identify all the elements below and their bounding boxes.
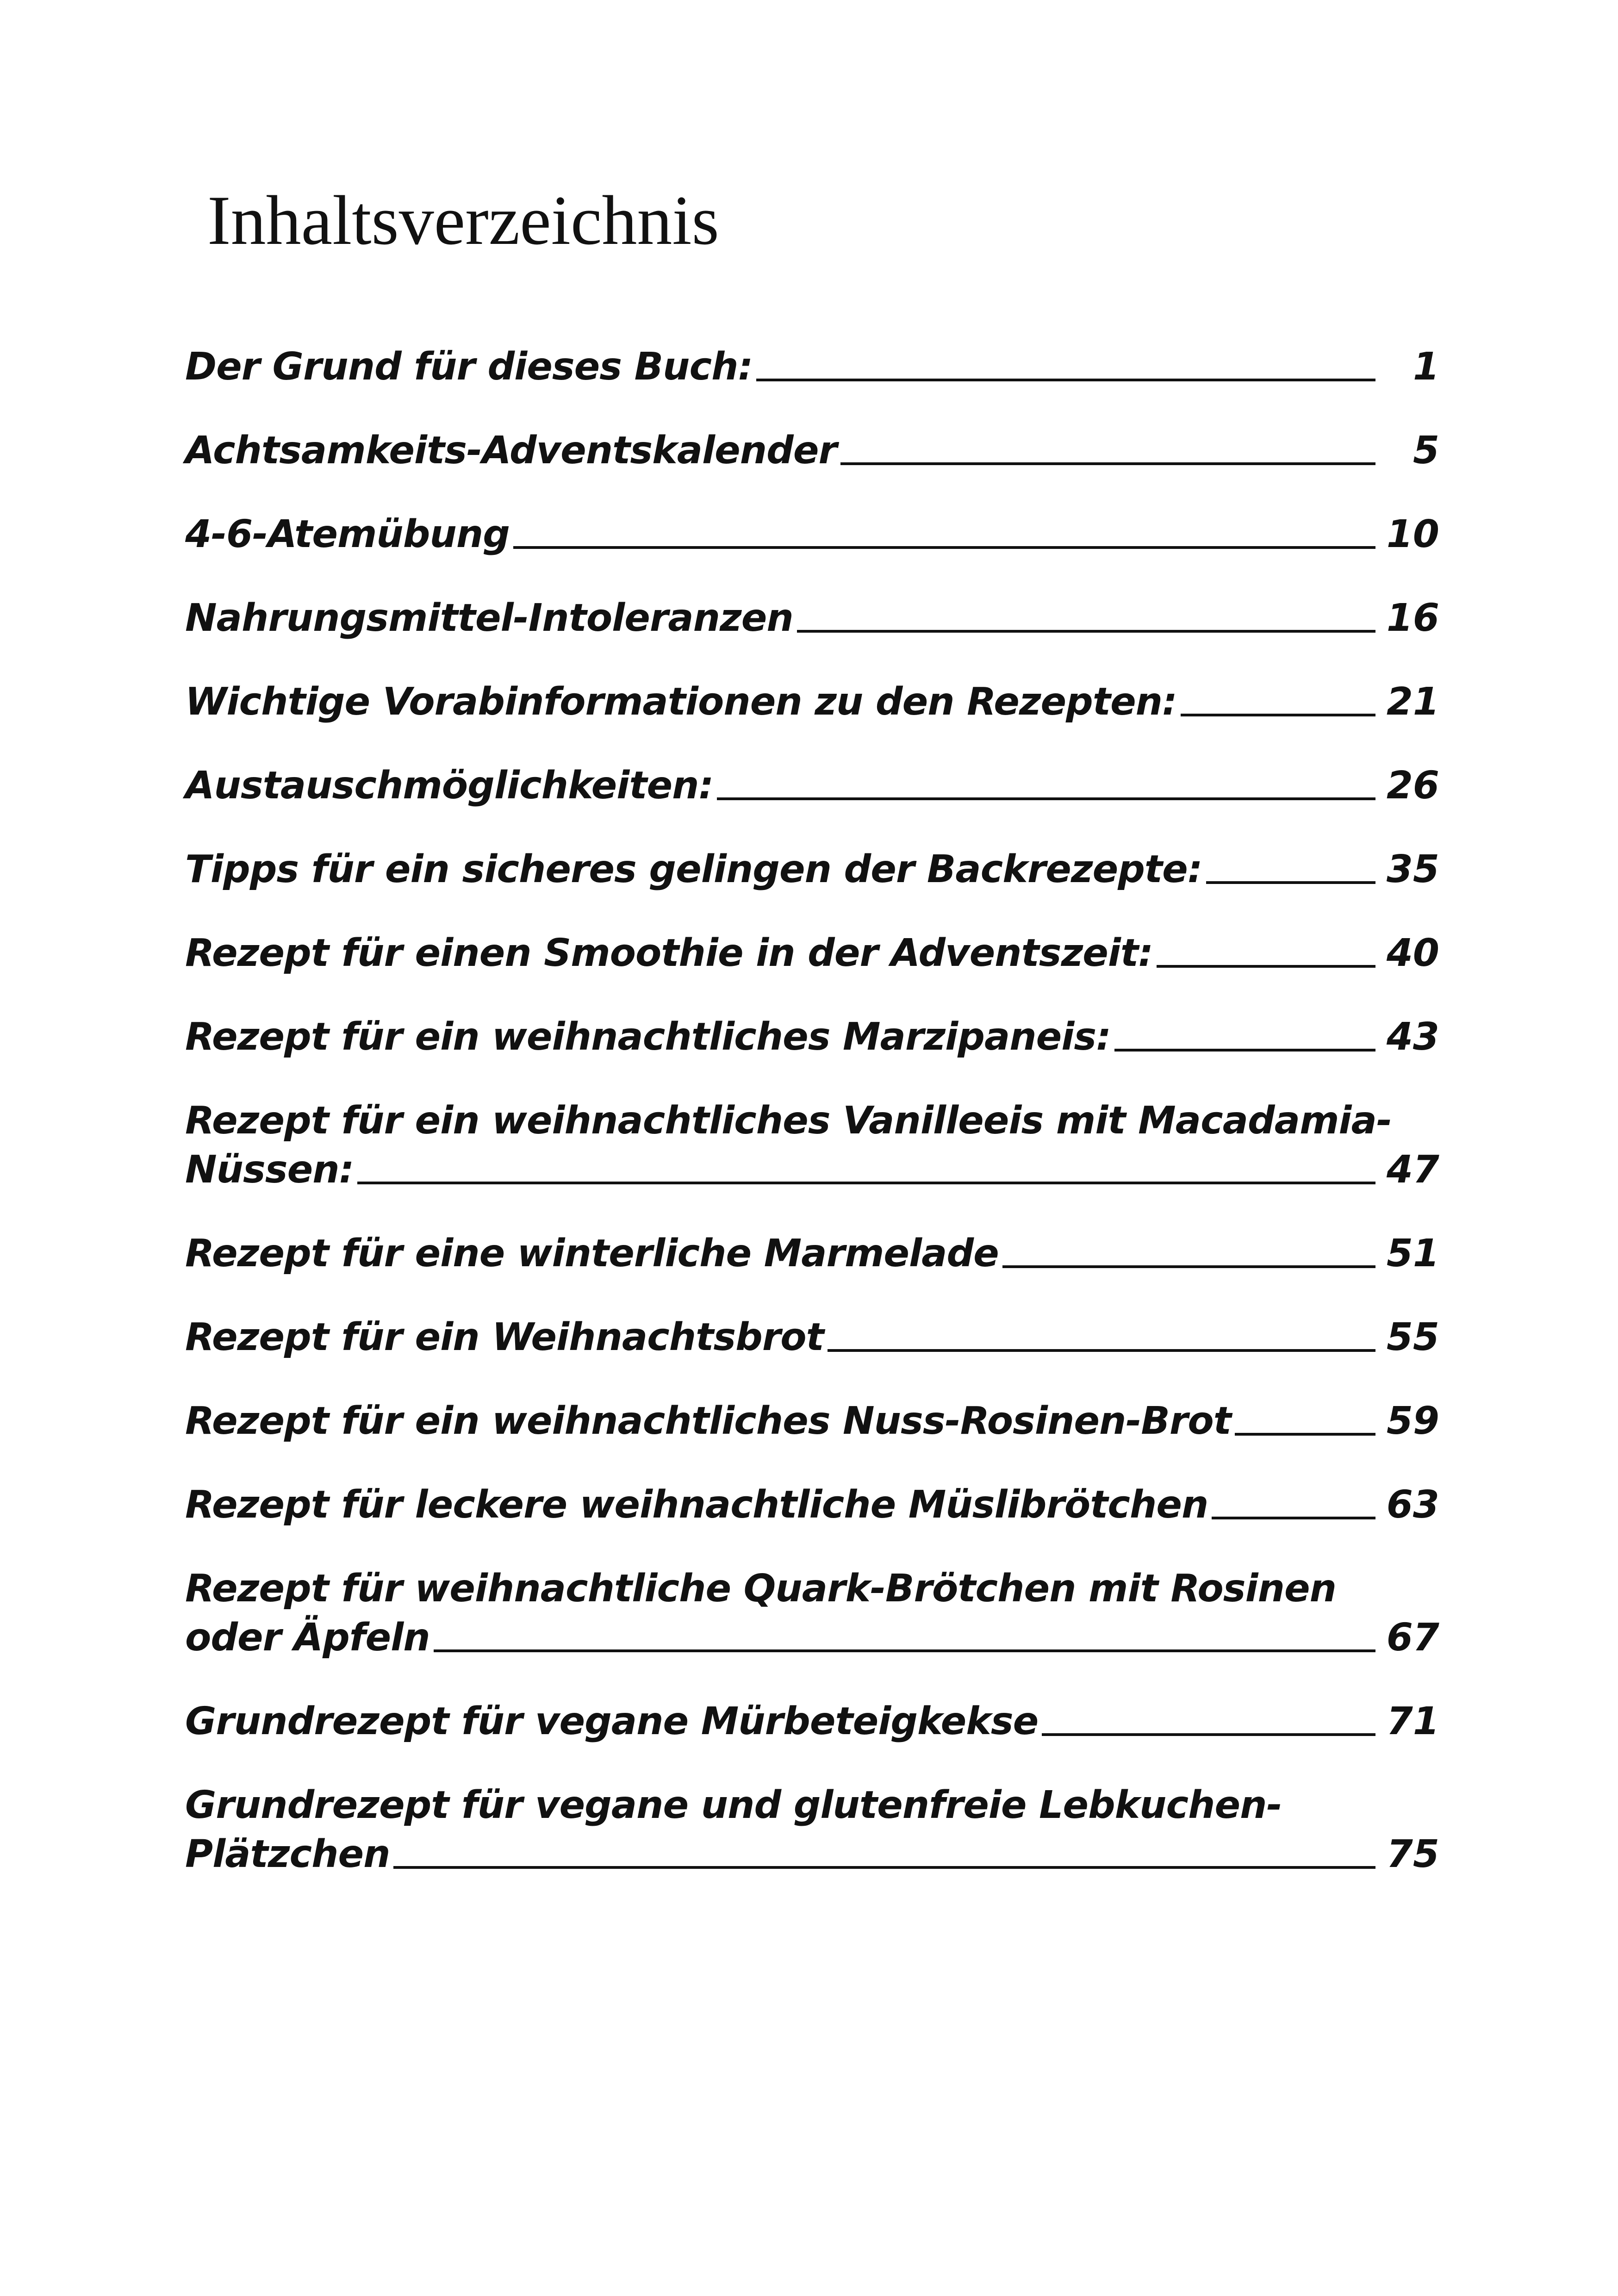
toc-entry-label: Grundrezept für vegane Mürbeteigkekse: [185, 1699, 1039, 1743]
toc-entry-label-line2: Plätzchen: [185, 1832, 390, 1876]
toc-entry-label: Rezept für leckere weihnachtliche Müslibrötchen: [185, 1483, 1208, 1527]
toc-entry-mueslibroetchen[interactable]: [185, 1481, 1439, 1530]
dot-leader: [1042, 1733, 1375, 1736]
dot-leader: [1002, 1265, 1375, 1268]
toc-page-number: 55: [1386, 1315, 1439, 1359]
toc-entry-lebkuchen-plaetzchen[interactable]: [185, 1781, 1439, 1879]
toc-entry-vorabinformationen[interactable]: [185, 678, 1439, 727]
toc-page-number: 63: [1386, 1483, 1439, 1527]
dot-leader: [1157, 965, 1375, 968]
toc-entry-label: Rezept für ein weihnachtliches Nuss-Rosinen-Brot: [185, 1399, 1231, 1443]
toc-entry-label-line1: Grundrezept für vegane und glutenfreie Lebkuchen-: [185, 1783, 1282, 1827]
table-of-contents: [185, 342, 1439, 1914]
toc-entry-smoothie[interactable]: [185, 929, 1439, 978]
toc-page-number: 40: [1386, 931, 1439, 975]
toc-entry-marmelade[interactable]: [185, 1229, 1439, 1278]
toc-entry-label: Tipps für ein sicheres gelingen der Backrezepte:: [185, 847, 1202, 891]
dot-leader: [756, 379, 1375, 381]
dot-leader: [1235, 1433, 1375, 1436]
dot-leader: [1114, 1049, 1375, 1052]
toc-page-number: 51: [1386, 1232, 1439, 1276]
toc-entry-label-line2: oder Äpfeln: [185, 1616, 430, 1660]
toc-page-number: 35: [1386, 847, 1439, 891]
dot-leader: [434, 1649, 1375, 1652]
toc-entry-label: Der Grund für dieses Buch:: [185, 345, 753, 389]
dot-leader: [393, 1866, 1375, 1869]
toc-page-number: 5: [1413, 429, 1439, 473]
toc-entry-intoleranzen[interactable]: [185, 594, 1439, 643]
toc-entry-austauschmoeglichkeiten[interactable]: [185, 761, 1439, 810]
toc-entry-label: Rezept für ein Weihnachtsbrot: [185, 1315, 824, 1359]
toc-entry-der-grund[interactable]: [185, 342, 1439, 392]
toc-entry-label: Rezept für einen Smoothie in der Adventszeit:: [185, 931, 1153, 975]
dot-leader: [828, 1349, 1375, 1352]
toc-page-number: 1: [1413, 345, 1439, 389]
toc-page-number: 67: [1386, 1616, 1439, 1660]
toc-page-number: 16: [1386, 596, 1439, 640]
toc-entry-label: Wichtige Vorabinformationen zu den Rezepten:: [185, 680, 1177, 724]
toc-page-number: 10: [1386, 512, 1439, 556]
toc-entry-label-line2: Nüssen:: [185, 1148, 354, 1192]
dot-leader: [797, 630, 1375, 633]
dot-leader: [1212, 1517, 1375, 1519]
toc-entry-label: Rezept für ein weihnachtliches Marzipaneis:: [185, 1015, 1111, 1059]
toc-page-number: 26: [1386, 764, 1439, 808]
toc-entry-nuss-rosinen-brot[interactable]: [185, 1397, 1439, 1446]
toc-entry-adventskalender[interactable]: [185, 426, 1439, 475]
page-title: Inhaltsverzeichnis: [207, 181, 719, 259]
toc-page-number: 59: [1386, 1399, 1439, 1443]
toc-page-number: 43: [1386, 1015, 1439, 1059]
toc-entry-label: Rezept für eine winterliche Marmelade: [185, 1232, 999, 1276]
dot-leader: [1206, 881, 1375, 884]
toc-entry-label: Nahrungsmittel-Intoleranzen: [185, 596, 793, 640]
toc-entry-label: 4-6-Atemübung: [185, 512, 510, 556]
dot-leader: [513, 546, 1375, 549]
toc-entry-quark-broetchen[interactable]: [185, 1564, 1439, 1662]
toc-entry-atemuebung[interactable]: [185, 510, 1439, 559]
dot-leader: [717, 797, 1375, 800]
toc-entry-weihnachtsbrot[interactable]: [185, 1313, 1439, 1362]
toc-page-number: 71: [1386, 1699, 1439, 1743]
toc-page-number: 21: [1386, 680, 1439, 724]
dot-leader: [357, 1182, 1375, 1184]
toc-entry-backrezepte-tipps[interactable]: [185, 845, 1439, 894]
toc-entry-label-line1: Rezept für ein weihnachtliches Vanilleeis mit Macadamia-: [185, 1099, 1392, 1143]
toc-page-number: 75: [1386, 1832, 1439, 1876]
toc-entry-label: Austauschmöglichkeiten:: [185, 764, 714, 808]
toc-entry-muerbeteigkekse[interactable]: [185, 1697, 1439, 1746]
toc-entry-marzipaneis[interactable]: [185, 1013, 1439, 1062]
toc-entry-vanilleeis[interactable]: [185, 1096, 1439, 1195]
dot-leader: [840, 462, 1375, 465]
dot-leader: [1181, 714, 1375, 716]
toc-entry-label-line1: Rezept für weihnachtliche Quark-Brötchen mit Rosinen: [185, 1567, 1336, 1611]
toc-entry-label: Achtsamkeits-Adventskalender: [185, 429, 837, 473]
toc-page-number: 47: [1386, 1148, 1439, 1192]
